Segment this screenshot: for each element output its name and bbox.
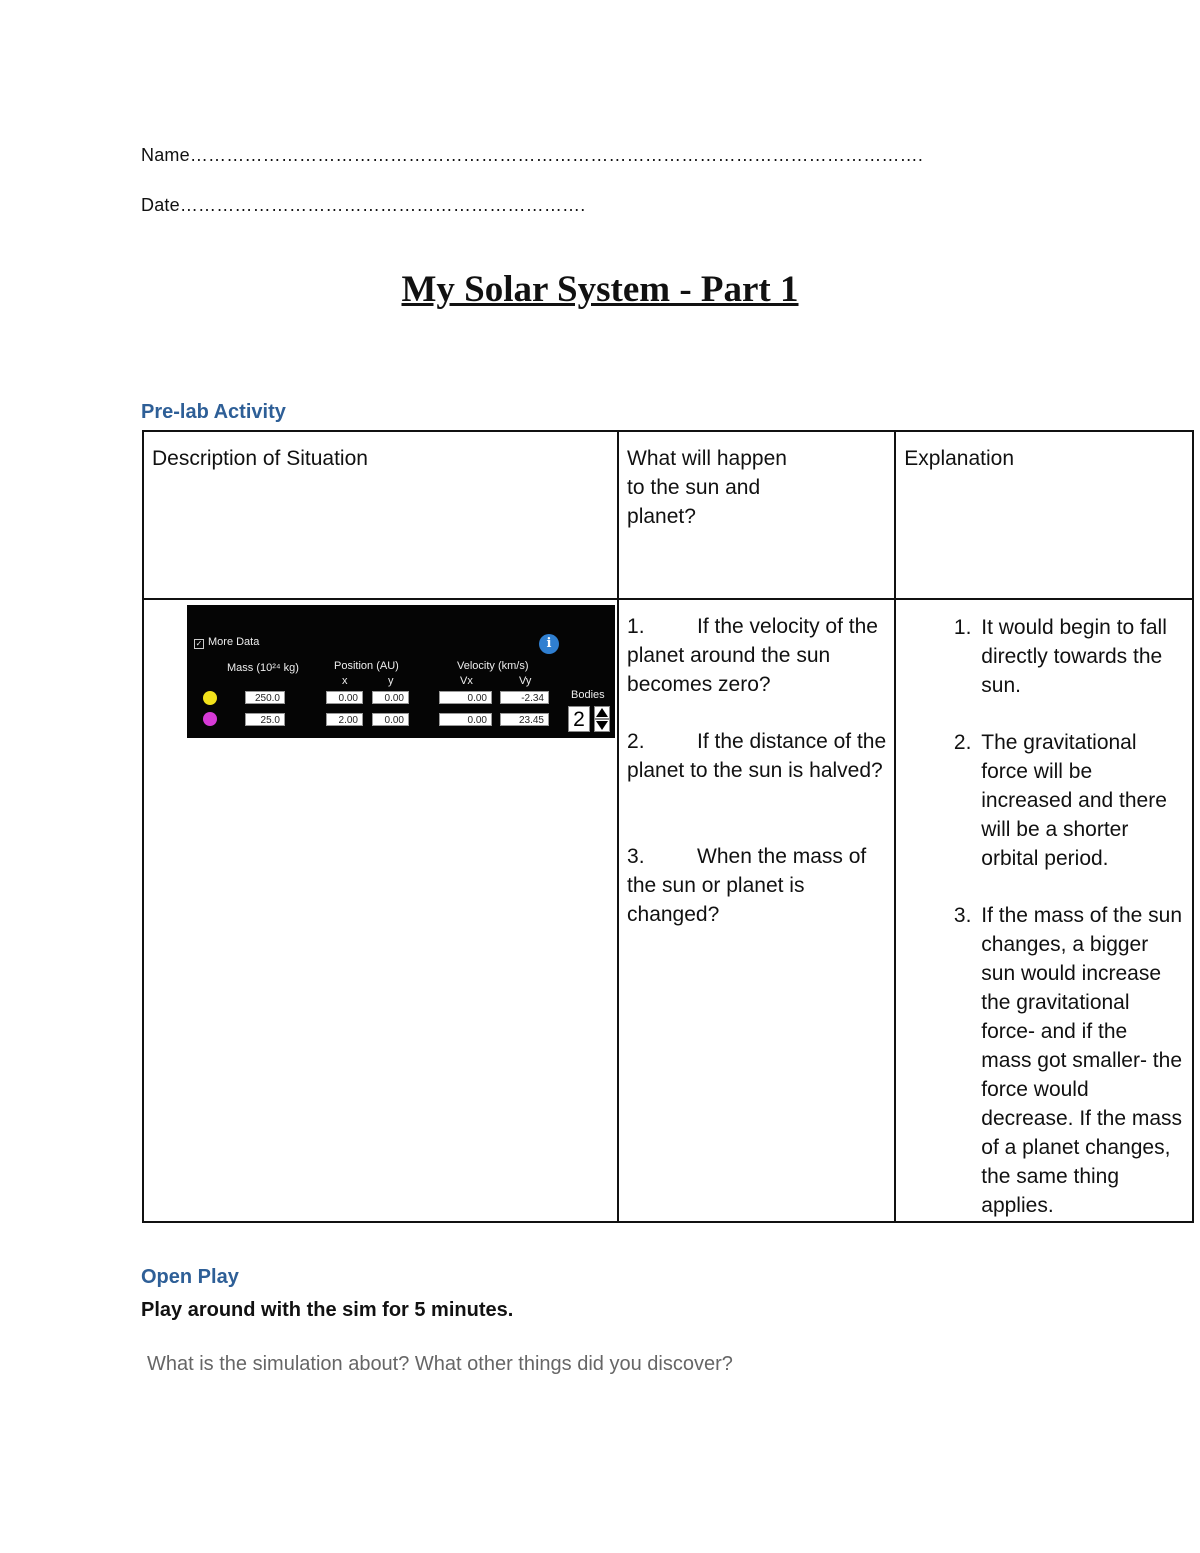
vx-input[interactable]: 0.00 bbox=[439, 691, 492, 704]
page-title: My Solar System - Part 1 bbox=[401, 269, 799, 310]
questions-cell bbox=[618, 599, 895, 1222]
arrow-down-icon bbox=[595, 720, 609, 731]
bodies-count[interactable]: 2 bbox=[568, 706, 590, 732]
question-2: 2. If the distance of the planet to the sun is halved? bbox=[627, 730, 887, 782]
mass-input[interactable]: 250.0 bbox=[245, 691, 285, 704]
y-input[interactable]: 0.00 bbox=[372, 691, 409, 704]
info-icon[interactable]: i bbox=[539, 634, 559, 654]
x-input[interactable]: 0.00 bbox=[326, 691, 363, 704]
date-field[interactable]: Date…………………………………………………………. bbox=[141, 195, 586, 215]
answer-2: 2. The gravitational force will be increased and there will be a shorter orbital period. bbox=[977, 728, 1183, 873]
vy-header: Vy bbox=[519, 675, 532, 687]
planet-icon bbox=[203, 712, 217, 726]
y-header: y bbox=[388, 675, 394, 687]
mass-header: Mass (10²⁴ kg) bbox=[227, 662, 299, 674]
x-header: x bbox=[342, 675, 348, 687]
bodies-label: Bodies bbox=[571, 689, 605, 701]
mass-input[interactable]: 25.0 bbox=[245, 713, 285, 726]
open-play-heading: Open Play bbox=[141, 1266, 239, 1288]
vy-input[interactable]: 23.45 bbox=[500, 713, 549, 726]
bodies-decrement-button[interactable] bbox=[594, 719, 610, 732]
column-header-prediction: What will happen to the sun and planet? bbox=[618, 431, 895, 599]
x-input[interactable]: 2.00 bbox=[326, 713, 363, 726]
answer-1: 1. It would begin to fall directly towards the sun. bbox=[977, 613, 1183, 700]
name-field[interactable]: Name…………………………………………………………………………………………………………. bbox=[141, 145, 924, 165]
position-header: Position (AU) bbox=[334, 660, 399, 672]
simulation-data-panel bbox=[187, 605, 615, 738]
question-1: 1. If the velocity of the planet around the sun becomes zero? bbox=[627, 615, 878, 696]
vx-input[interactable]: 0.00 bbox=[439, 713, 492, 726]
question-3: 3. When the mass of the sun or planet is changed? bbox=[627, 845, 867, 926]
vx-header: Vx bbox=[460, 675, 473, 687]
open-play-question: What is the simulation about? What other things did you discover? bbox=[147, 1353, 733, 1375]
answers-cell bbox=[895, 599, 1193, 1222]
bodies-increment-button[interactable] bbox=[594, 706, 610, 719]
velocity-header: Velocity (km/s) bbox=[457, 660, 529, 672]
column-header-description: Description of Situation bbox=[143, 431, 618, 599]
prelab-table bbox=[142, 430, 1194, 1223]
open-play-instruction: Play around with the sim for 5 minutes. bbox=[141, 1299, 514, 1321]
answer-3: 3. If the mass of the sun changes, a bigger sun would increase the gravitational force- and if the mass got smaller- the force would decrease. If the mass of a planet changes, the same thing applies. bbox=[977, 901, 1183, 1220]
sun-icon bbox=[203, 691, 217, 705]
prelab-heading: Pre-lab Activity bbox=[141, 401, 286, 423]
y-input[interactable]: 0.00 bbox=[372, 713, 409, 726]
vy-input[interactable]: -2.34 bbox=[500, 691, 549, 704]
arrow-up-icon bbox=[595, 707, 609, 718]
column-header-explanation: Explanation bbox=[895, 431, 1193, 599]
more-data-checkbox[interactable]: ✓ More Data bbox=[195, 636, 260, 648]
